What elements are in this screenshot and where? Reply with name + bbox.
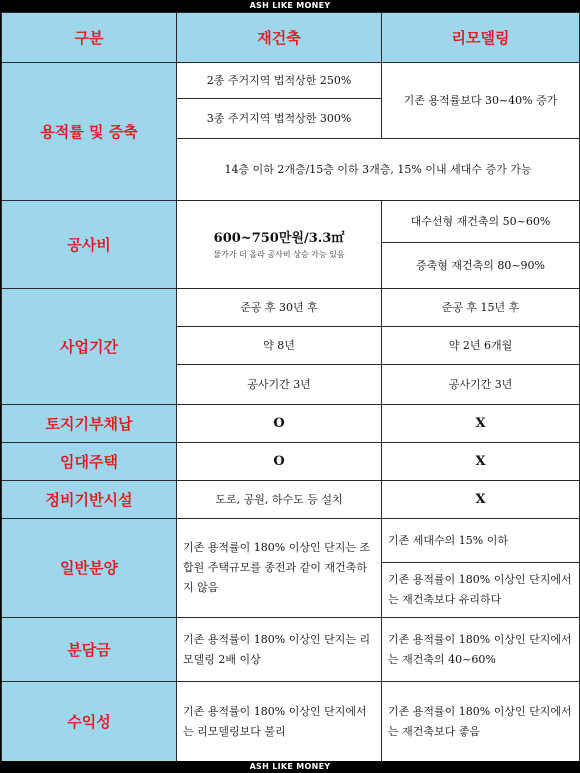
table-row xyxy=(2,405,580,443)
cost-remodel-1: 대수선형 재건축의 50~60% xyxy=(382,201,580,243)
period-rebuild-1: 준공 후 30년 후 xyxy=(177,289,382,327)
header-remodel: 리모델링 xyxy=(382,13,580,63)
sale-rebuild: 기존 용적률이 180% 이상인 단지는 조합원 주택규모를 종전과 같이 재건축하지 않음 xyxy=(177,519,382,618)
table-row xyxy=(2,682,580,762)
contribution-remodel: 기존 용적률이 180% 이상인 단지에서는 재건축의 40~60% xyxy=(382,618,580,682)
sale-remodel-1: 기존 세대수의 15% 이하 xyxy=(382,519,580,563)
cost-rebuild-note: 물가가 더 올라 공사비 상승 가능 있음 xyxy=(213,249,345,259)
period-remodel-1: 준공 후 15년 후 xyxy=(382,289,580,327)
table-row xyxy=(2,289,580,327)
period-label: 사업기간 xyxy=(2,289,177,405)
infra-remodel: X xyxy=(382,481,580,519)
table-row xyxy=(2,519,580,563)
table-row xyxy=(2,63,580,99)
far-rebuild-1: 2종 주거지역 법적상한 250% xyxy=(177,63,382,99)
far-common: 14층 이하 2개층/15층 이하 3개층, 15% 이내 세대수 증가 가능 xyxy=(177,139,580,201)
period-remodel-3: 공사기간 3년 xyxy=(382,365,580,405)
sale-label: 일반분양 xyxy=(2,519,177,618)
rental-label: 임대주택 xyxy=(2,443,177,481)
header-rebuild: 재건축 xyxy=(177,13,382,63)
cost-label: 공사비 xyxy=(2,201,177,289)
contribution-label: 분담금 xyxy=(2,618,177,682)
cost-rebuild xyxy=(177,201,382,289)
comparison-table xyxy=(1,12,580,762)
table-row xyxy=(2,481,580,519)
bottom-banner: ASH LIKE MONEY xyxy=(0,761,580,773)
profit-rebuild: 기존 용적률이 180% 이상인 단지에서는 리모델링보다 불리 xyxy=(177,682,382,762)
table-row xyxy=(2,618,580,682)
header-row xyxy=(2,13,580,63)
far-remodel: 기존 용적률보다 30~40% 증가 xyxy=(382,63,580,139)
top-banner: ASH LIKE MONEY xyxy=(0,0,580,12)
cost-remodel-2: 증축형 재건축의 80~90% xyxy=(382,243,580,289)
profit-remodel: 기존 용적률이 180% 이상인 단지에서는 재건축보다 좋음 xyxy=(382,682,580,762)
rental-remodel: X xyxy=(382,443,580,481)
infra-label: 정비기반시설 xyxy=(2,481,177,519)
infra-rebuild: 도로, 공원, 하수도 등 설치 xyxy=(177,481,382,519)
period-rebuild-3: 공사기간 3년 xyxy=(177,365,382,405)
period-rebuild-2: 약 8년 xyxy=(177,327,382,365)
contribution-rebuild: 기존 용적률이 180% 이상인 단지는 리모델링 2배 이상 xyxy=(177,618,382,682)
land-remodel: X xyxy=(382,405,580,443)
table-row xyxy=(2,201,580,243)
profit-label: 수익성 xyxy=(2,682,177,762)
far-label: 용적률 및 증축 xyxy=(2,63,177,201)
cost-rebuild-main: 600~750만원/3.3㎡ xyxy=(213,230,345,246)
land-label: 토지기부채납 xyxy=(2,405,177,443)
period-remodel-2: 약 2년 6개월 xyxy=(382,327,580,365)
table-row xyxy=(2,443,580,481)
rental-rebuild: O xyxy=(177,443,382,481)
sale-remodel-2: 기존 용적률이 180% 이상인 단지에서는 재건축보다 유리하다 xyxy=(382,563,580,618)
land-rebuild: O xyxy=(177,405,382,443)
far-rebuild-2: 3종 주거지역 법적상한 300% xyxy=(177,99,382,139)
header-category: 구분 xyxy=(2,13,177,63)
